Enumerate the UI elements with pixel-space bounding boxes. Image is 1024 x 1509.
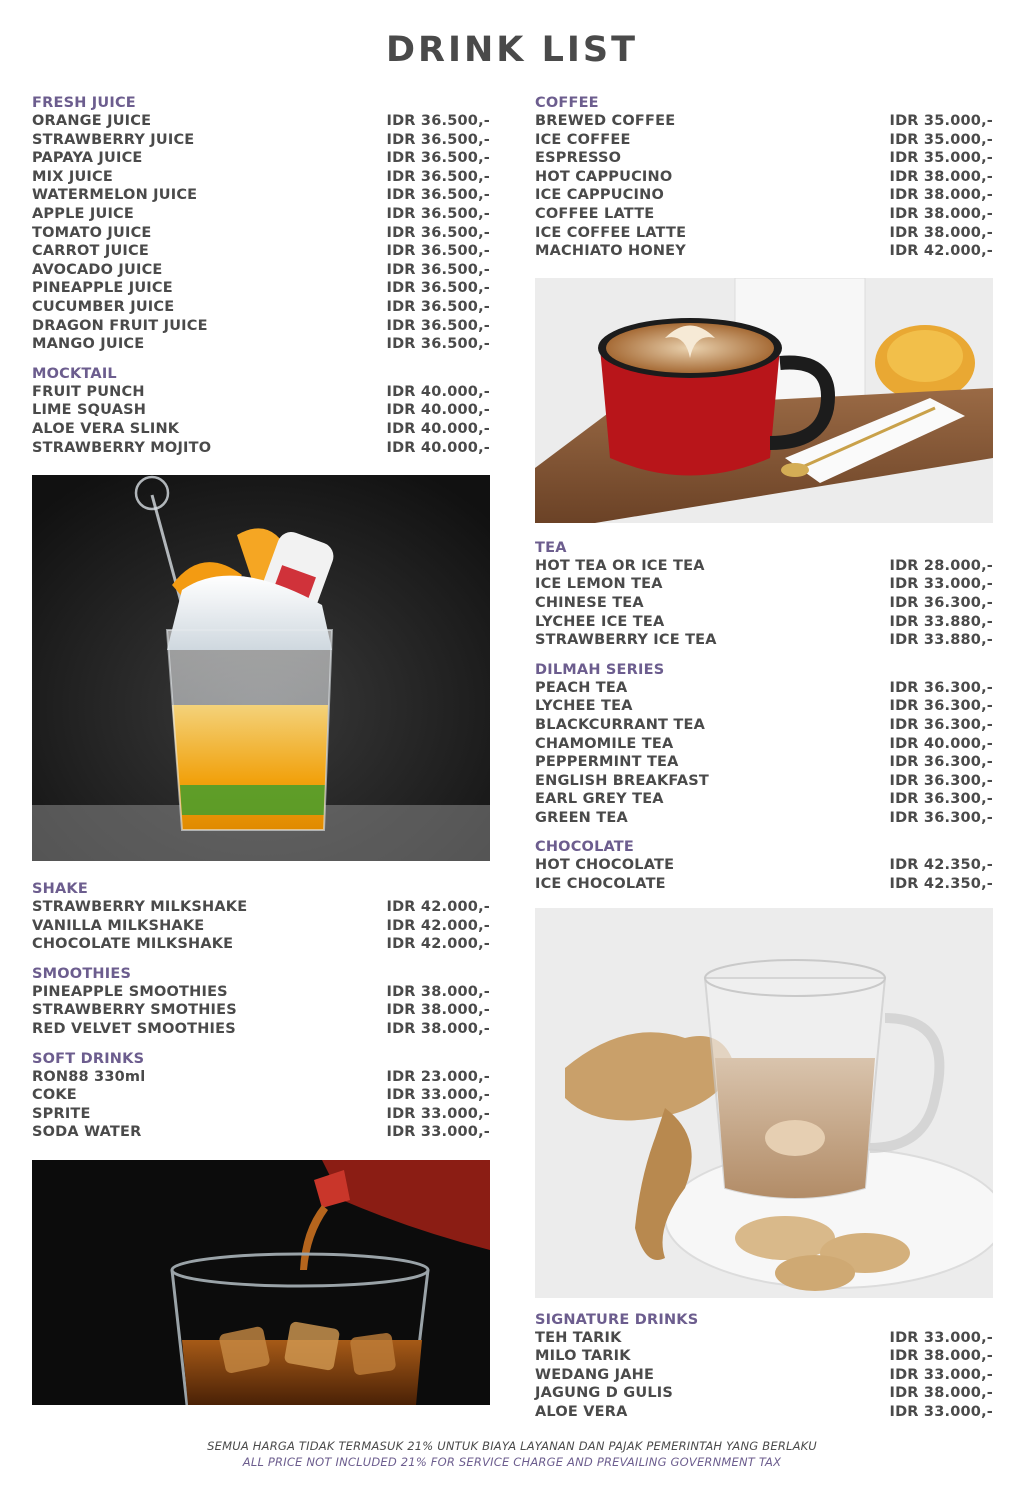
section-heading: SHAKE <box>32 881 88 898</box>
menu-item-price: IDR 38.000,- <box>889 224 993 241</box>
section-dilmah <box>535 661 993 828</box>
menu-item <box>535 697 993 716</box>
menu-item-price: IDR 36.500,- <box>386 261 490 278</box>
menu-item-price: IDR 36.300,- <box>889 594 993 611</box>
menu-item-name: COFFEE LATTE <box>535 205 655 222</box>
menu-item-name: HOT CAPPUCINO <box>535 168 673 185</box>
menu-item-price: IDR 36.500,- <box>386 336 490 353</box>
menu-item <box>32 112 490 131</box>
menu-item-name: CARROT JUICE <box>32 243 149 260</box>
menu-item-price: IDR 36.300,- <box>889 716 993 733</box>
menu-item-name: PAPAYA JUICE <box>32 150 143 167</box>
menu-item <box>535 205 993 224</box>
section-shake <box>32 880 490 954</box>
menu-item-price: IDR 36.500,- <box>386 317 490 334</box>
menu-item-price: IDR 36.500,- <box>386 224 490 241</box>
menu-item-price: IDR 36.500,- <box>386 187 490 204</box>
section-heading: SIGNATURE DRINKS <box>535 1311 699 1328</box>
menu-item-name: RON88 330ml <box>32 1068 146 1085</box>
menu-item-price: IDR 36.500,- <box>386 131 490 148</box>
menu-item <box>535 790 993 809</box>
menu-item <box>535 575 993 594</box>
menu-item-name: MANGO JUICE <box>32 336 145 353</box>
menu-item <box>535 716 993 735</box>
menu-item-price: IDR 42.000,- <box>386 936 490 953</box>
menu-item-name: LYCHEE ICE TEA <box>535 613 665 630</box>
menu-item <box>32 186 490 205</box>
menu-item-price: IDR 42.350,- <box>889 876 993 893</box>
menu-item <box>535 856 993 875</box>
menu-item-name: PINEAPPLE SMOOTHIES <box>32 983 228 1000</box>
menu-item-name: CHAMOMILE TEA <box>535 735 674 752</box>
menu-item-price: IDR 33.000,- <box>889 1329 993 1346</box>
menu-item-name: ALOE VERA SLINK <box>32 420 180 437</box>
menu-item-price: IDR 38.000,- <box>889 187 993 204</box>
menu-item-price: IDR 33.000,- <box>386 1087 490 1104</box>
menu-item-price: IDR 33.000,- <box>386 1124 490 1141</box>
menu-item-price: IDR 33.880,- <box>889 632 993 649</box>
menu-item-name: LYCHEE TEA <box>535 698 633 715</box>
menu-item-name: GREEN TEA <box>535 809 628 826</box>
menu-item-name: SODA WATER <box>32 1124 142 1141</box>
menu-item-name: ICE COFFEE <box>535 131 631 148</box>
menu-item <box>535 168 993 187</box>
footer-note-indonesian: SEMUA HARGA TIDAK TERMASUK 21% UNTUK BIAYA LAYANAN DAN PAJAK PEMERINTAH YANG BERLAKU <box>207 1439 817 1453</box>
menu-item <box>535 224 993 243</box>
menu-item-name: CHINESE TEA <box>535 594 644 611</box>
menu-item-name: FRUIT PUNCH <box>32 383 145 400</box>
menu-item-name: MILO TARIK <box>535 1348 631 1365</box>
menu-item-price: IDR 38.000,- <box>889 168 993 185</box>
menu-item-price: IDR 35.000,- <box>889 113 993 129</box>
menu-item-name: LIME SQUASH <box>32 402 147 419</box>
menu-item <box>535 875 993 894</box>
menu-item-price: IDR 38.000,- <box>889 1348 993 1365</box>
section-tea <box>535 539 993 650</box>
menu-item-price: IDR 36.300,- <box>889 772 993 789</box>
menu-item-name: EARL GREY TEA <box>535 791 664 808</box>
menu-item <box>535 772 993 791</box>
menu-item-price: IDR 36.500,- <box>386 168 490 185</box>
menu-item <box>32 898 490 917</box>
menu-item <box>535 631 993 650</box>
menu-item-price: IDR 40.000,- <box>386 402 490 419</box>
menu-item-price: IDR 33.000,- <box>889 1404 993 1421</box>
menu-item <box>32 205 490 224</box>
menu-item-price: IDR 35.000,- <box>889 131 993 148</box>
menu-item-price: IDR 36.300,- <box>889 791 993 808</box>
menu-item <box>32 383 490 402</box>
soft-drink-photo <box>32 1160 490 1405</box>
menu-item-price: IDR 33.000,- <box>889 576 993 593</box>
coffee-photo <box>535 278 993 523</box>
section-mocktail <box>32 365 490 457</box>
menu-item <box>32 242 490 261</box>
section-coffee <box>535 94 993 261</box>
menu-item-name: PEPPERMINT TEA <box>535 754 679 771</box>
menu-item <box>32 420 490 439</box>
menu-item <box>535 613 993 632</box>
menu-item-name: CUCUMBER JUICE <box>32 298 175 315</box>
menu-item-price: IDR 36.500,- <box>386 280 490 297</box>
menu-item-name: BLACKCURRANT TEA <box>535 716 705 733</box>
section-soft-drinks <box>32 1050 490 1142</box>
menu-item-name: STRAWBERRY SMOTHIES <box>32 1002 237 1019</box>
menu-item <box>535 557 993 576</box>
menu-item-name: DRAGON FRUIT JUICE <box>32 317 208 334</box>
menu-item-price: IDR 40.000,- <box>386 383 490 400</box>
menu-item <box>535 753 993 772</box>
menu-item-price: IDR 38.000,- <box>386 1002 490 1019</box>
menu-item <box>32 149 490 168</box>
menu-item <box>32 298 490 317</box>
menu-item-name: TEH TARIK <box>535 1329 622 1346</box>
menu-item <box>535 1384 993 1403</box>
menu-item-name: ICE COFFEE LATTE <box>535 224 687 241</box>
menu-item-price: IDR 38.000,- <box>889 1385 993 1402</box>
menu-item <box>32 335 490 354</box>
menu-item <box>32 168 490 187</box>
menu-item-name: ALOE VERA <box>535 1404 628 1421</box>
menu-item-price: IDR 38.000,- <box>889 205 993 222</box>
section-heading: SMOOTHIES <box>32 965 132 982</box>
menu-item-name: STRAWBERRY JUICE <box>32 131 195 148</box>
menu-item <box>535 242 993 261</box>
menu-item-name: SPRITE <box>32 1105 91 1122</box>
menu-item <box>32 1123 490 1142</box>
menu-item-price: IDR 33.000,- <box>386 1105 490 1122</box>
menu-item-price: IDR 36.300,- <box>889 809 993 826</box>
right-column <box>535 94 993 1433</box>
menu-item <box>535 1403 993 1422</box>
menu-item-price: IDR 36.300,- <box>889 698 993 715</box>
section-heading: DILMAH SERIES <box>535 661 665 678</box>
menu-item-price: IDR 40.000,- <box>386 439 490 456</box>
menu-item-price: IDR 36.300,- <box>889 754 993 771</box>
menu-item-price: IDR 42.350,- <box>889 857 993 874</box>
menu-item-price: IDR 38.000,- <box>386 1021 490 1038</box>
menu-item <box>32 439 490 458</box>
menu-item <box>535 809 993 828</box>
menu-item <box>32 983 490 1002</box>
menu-item-price: IDR 36.500,- <box>386 150 490 167</box>
menu-item <box>32 917 490 936</box>
menu-item <box>535 186 993 205</box>
menu-item-name: ICE CHOCOLATE <box>535 876 666 893</box>
menu-item-name: TOMATO JUICE <box>32 224 152 241</box>
menu-item <box>32 1068 490 1087</box>
menu-item <box>535 679 993 698</box>
menu-item-name: WEDANG JAHE <box>535 1366 655 1383</box>
menu-item <box>32 131 490 150</box>
menu-item <box>32 317 490 336</box>
page-title: DRINK LIST <box>385 30 639 70</box>
left-column <box>32 94 490 1405</box>
section-heading: MOCKTAIL <box>32 365 117 382</box>
menu-item-price: IDR 36.500,- <box>386 243 490 260</box>
menu-item-name: WATERMELON JUICE <box>32 187 198 204</box>
menu-item-price: IDR 33.000,- <box>889 1366 993 1383</box>
menu-item-price: IDR 40.000,- <box>889 735 993 752</box>
menu-item <box>32 279 490 298</box>
menu-item-name: MACHIATO HONEY <box>535 243 686 260</box>
menu-item-name: PINEAPPLE JUICE <box>32 280 173 297</box>
menu-item <box>535 112 993 131</box>
menu-item-name: STRAWBERRY ICE TEA <box>535 632 717 649</box>
menu-item <box>32 1086 490 1105</box>
menu-item-name: APPLE JUICE <box>32 205 134 222</box>
section-chocolate <box>535 838 993 893</box>
menu-item-name: AVOCADO JUICE <box>32 261 163 278</box>
menu-item <box>535 594 993 613</box>
menu-item <box>535 131 993 150</box>
section-fresh-juice <box>32 94 490 354</box>
menu-item <box>32 401 490 420</box>
section-heading: TEA <box>535 539 567 556</box>
menu-item-name: HOT TEA OR ICE TEA <box>535 557 705 574</box>
menu-item <box>535 735 993 754</box>
section-heading: COFFEE <box>535 95 599 111</box>
section-smoothies <box>32 965 490 1039</box>
menu-item-name: STRAWBERRY MILKSHAKE <box>32 899 248 916</box>
footer-note-english: ALL PRICE NOT INCLUDED 21% FOR SERVICE CHARGE AND PREVAILING GOVERNMENT TAX <box>242 1455 782 1469</box>
menu-item-price: IDR 36.500,- <box>386 113 490 129</box>
menu-item-name: ORANGE JUICE <box>32 113 152 129</box>
menu-item-price: IDR 28.000,- <box>889 557 993 574</box>
menu-item-price: IDR 42.000,- <box>386 917 490 934</box>
menu-item-name: HOT CHOCOLATE <box>535 857 675 874</box>
menu-item <box>32 935 490 954</box>
menu-item-price: IDR 42.000,- <box>889 243 993 260</box>
menu-item-name: MIX JUICE <box>32 168 113 185</box>
menu-item <box>32 1020 490 1039</box>
menu-item-price: IDR 40.000,- <box>386 420 490 437</box>
menu-item-name: STRAWBERRY MOJITO <box>32 439 212 456</box>
menu-item-name: JAGUNG D GULIS <box>535 1385 674 1402</box>
menu-item-price: IDR 23.000,- <box>386 1068 490 1085</box>
menu-item-name: RED VELVET SMOOTHIES <box>32 1021 236 1038</box>
menu-item-name: ENGLISH BREAKFAST <box>535 772 709 789</box>
menu-item <box>32 261 490 280</box>
menu-item <box>32 1001 490 1020</box>
menu-item-name: COKE <box>32 1087 77 1104</box>
section-heading: FRESH JUICE <box>32 95 136 111</box>
menu-item <box>32 1105 490 1124</box>
section-heading: CHOCOLATE <box>535 839 635 856</box>
menu-item-name: ICE CAPPUCINO <box>535 187 664 204</box>
menu-item-name: PEACH TEA <box>535 679 628 696</box>
menu-item-price: IDR 36.500,- <box>386 298 490 315</box>
mocktail-photo <box>32 475 490 861</box>
menu-item-price: IDR 33.880,- <box>889 613 993 630</box>
menu-item <box>535 1329 993 1348</box>
menu-item-price: IDR 36.300,- <box>889 679 993 696</box>
menu-item-price: IDR 42.000,- <box>386 899 490 916</box>
ginger-tea-photo <box>535 908 993 1298</box>
section-heading: SOFT DRINKS <box>32 1050 145 1067</box>
menu-item <box>32 224 490 243</box>
menu-item-price: IDR 36.500,- <box>386 205 490 222</box>
menu-item-name: BREWED COFFEE <box>535 113 676 129</box>
menu-item-price: IDR 38.000,- <box>386 983 490 1000</box>
menu-item-name: ESPRESSO <box>535 150 622 167</box>
menu-item-price: IDR 35.000,- <box>889 150 993 167</box>
section-signature <box>535 1311 993 1422</box>
menu-item <box>535 149 993 168</box>
menu-item-name: CHOCOLATE MILKSHAKE <box>32 936 234 953</box>
menu-item-name: VANILLA MILKSHAKE <box>32 917 205 934</box>
menu-item <box>535 1347 993 1366</box>
menu-item <box>535 1366 993 1385</box>
menu-item-name: ICE LEMON TEA <box>535 576 663 593</box>
